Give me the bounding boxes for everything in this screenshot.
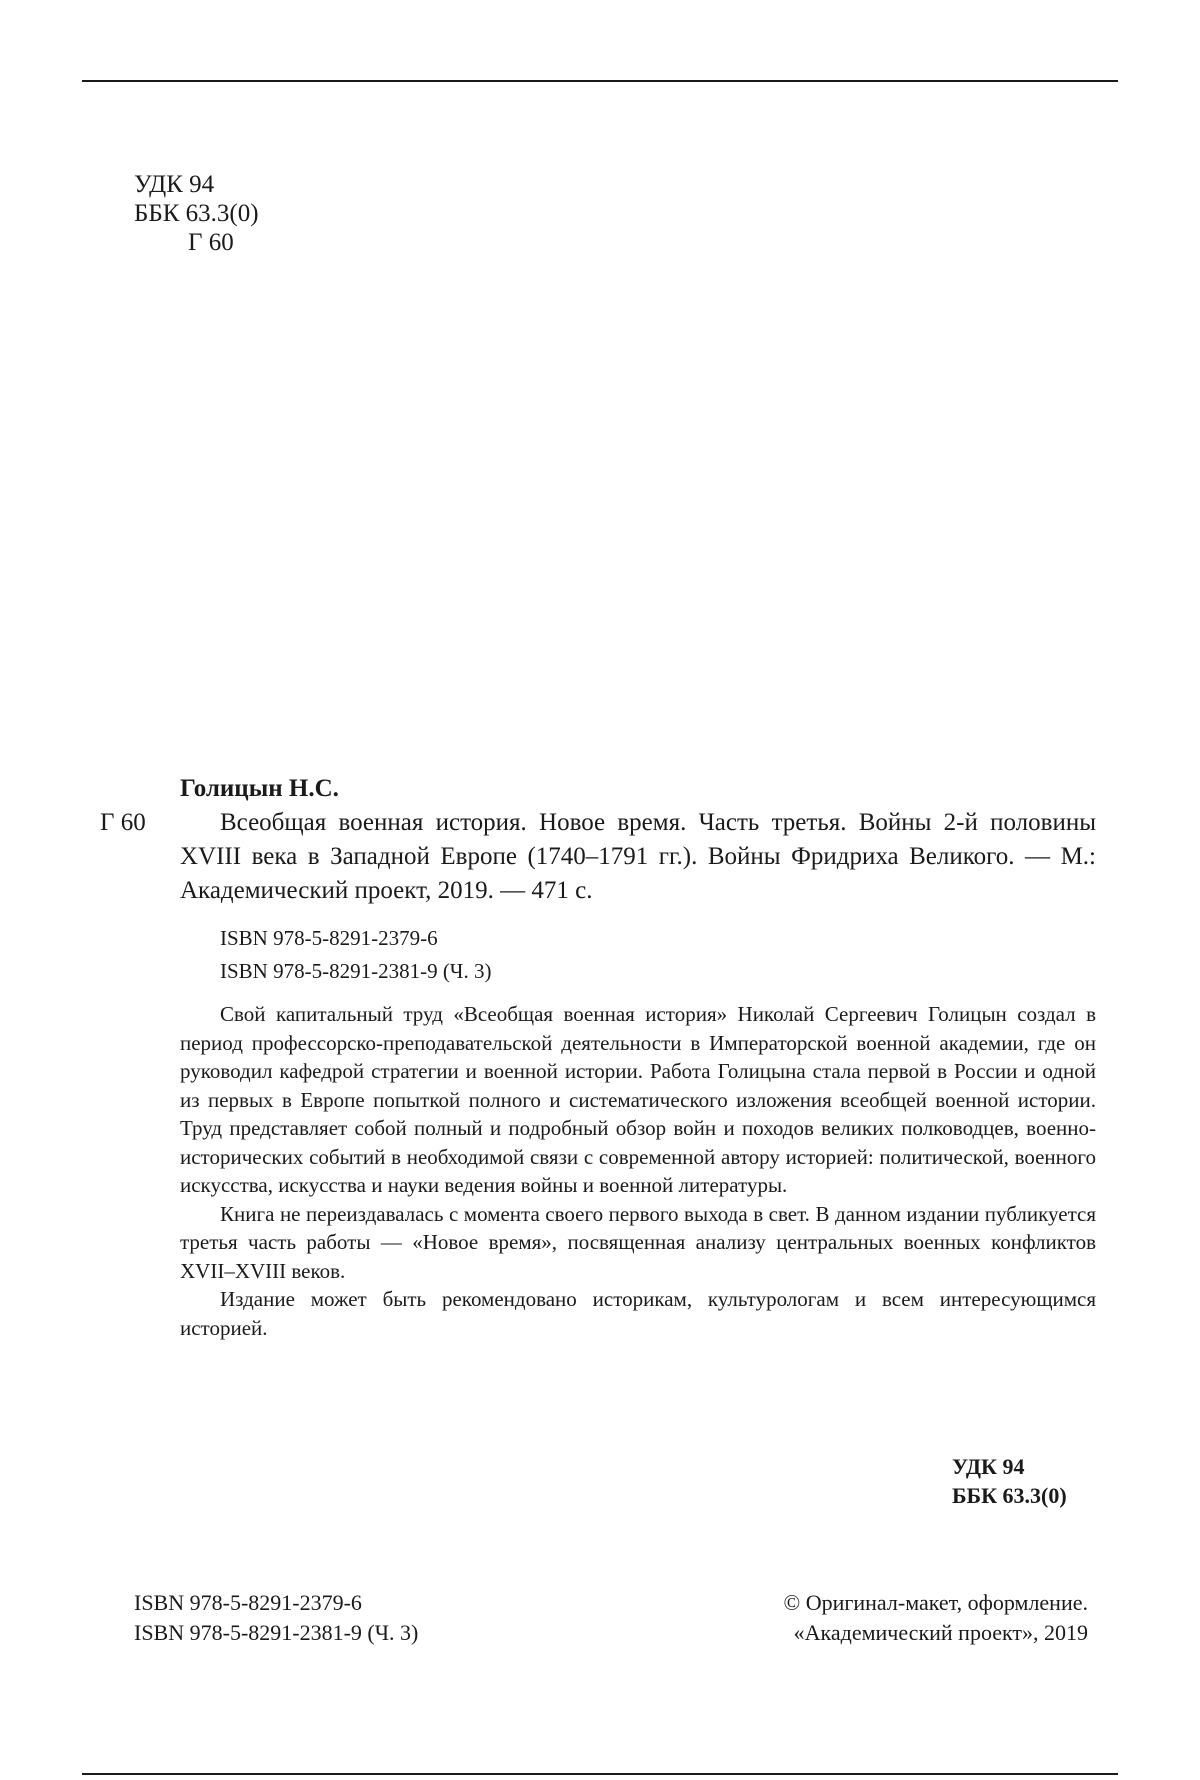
annotation: [180, 1000, 1096, 1342]
isbn-list: [180, 922, 1096, 988]
isbn-number: ISBN 978-5-8291-2381-9 (Ч. 3): [220, 959, 492, 983]
bbk-code: ББК 63.3(0): [952, 1483, 1067, 1508]
bibliographic-description: Всеобщая военная история. Новое время. Часть третья. Войны 2-й половины XVIII века в Западной Европе (1740–1791 гг.). Войны Фридриха Великого. — М.: Академический проект, 2019. — 471 с.: [180, 809, 1096, 904]
top-rule: [82, 80, 1118, 82]
catalog-card: [180, 772, 1096, 1342]
bbk-code: ББК 63.3(0): [134, 200, 259, 227]
udk-code: УДК 94: [952, 1454, 1025, 1479]
annotation-paragraph: Книга не переиздавалась с момента своего первого выхода в свет. В данном издании публикуется третья часть работы — «Новое время», посвященная анализу центральных военных конфликтов XVII–XVIII веков.: [180, 1201, 1096, 1283]
copyright-line: © Оригинал-макет, оформление.: [783, 1590, 1088, 1615]
card-author-mark: Г 60: [100, 809, 146, 836]
footer-isbn-list: [134, 1588, 418, 1648]
isbn-number: ISBN 978-5-8291-2379-6: [134, 1590, 362, 1615]
annotation-paragraph: Свой капитальный труд «Всеобщая военная история» Николай Сергеевич Голицын создал в период профессорско-преподавательской деятельности в Императорской военной академии, где он руководил кафедрой стратегии и военной истории. Работа Голицына стала первой в России и одной из первых в Европе попыткой полного и систематического изложения всеобщей военной истории. Труд представляет собой полный и подробный обзор войн и походов великих полководцев, военно-исторических событий в необходимой связи с современной автору историей: политической, военного искусства, искусства и науки ведения войны и военной литературы.: [180, 1002, 1096, 1197]
author-name: Голицын Н.С.: [180, 775, 339, 802]
bottom-rule: [82, 1773, 1118, 1775]
copyright-notice: [783, 1588, 1088, 1648]
udk-code: УДК 94: [134, 171, 215, 198]
isbn-number: ISBN 978-5-8291-2381-9 (Ч. 3): [134, 1620, 419, 1645]
isbn-number: ISBN 978-5-8291-2379-6: [220, 926, 438, 950]
annotation-paragraph: Издание может быть рекомендовано историкам, культурологам и всем интересующимся историей.: [180, 1287, 1096, 1340]
copyright-line: «Академический проект», 2019: [793, 1620, 1088, 1645]
author-mark: Г 60: [188, 229, 234, 256]
classification-block-top: [134, 170, 259, 257]
classification-block-right: [952, 1452, 1067, 1510]
